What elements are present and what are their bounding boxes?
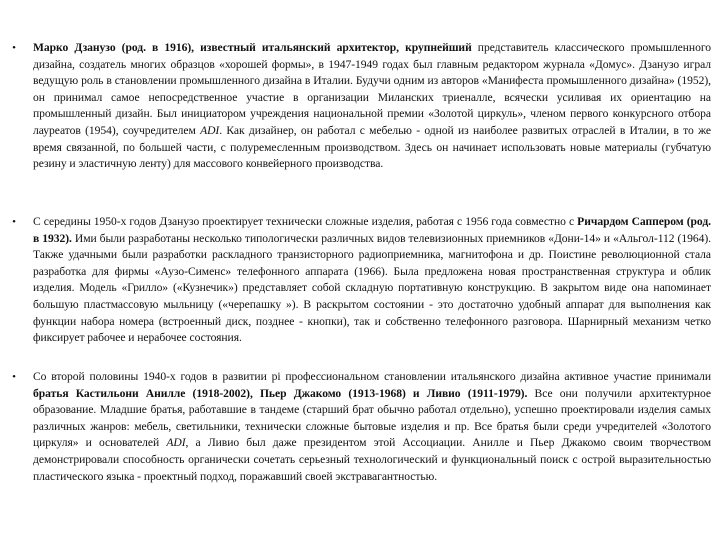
castiglioni-brothers-names: братья Кастильони Аниллe (1918-2002), Пьер Джакомо (1913-1968) и Ливио (1911-1979). [33,386,528,400]
adi-reference: ADI [200,123,220,137]
paragraph-castiglioni: Со второй половины 1940-х годов в развитии рі профессиональном становлении итальянского дизайна активное участие принимали братья Кастильони Аниллe (1918-2002), Пьер Джакомо (1913-1968) и Ливио (1911-1979). Все они получили архитектурное образование. Младшие братья, работавшие в тандеме (старший брат обычно работал отдельно), успешно проектировали изделия самых различных жанров: мебель, светильники, технически сложные бытовые изделия и пр. Все братья были среди учредителей «Золотого циркуля» и основателей ADI, а Ливио был даже президентом этой Ассоциации. Аниллe и Пьер Джакомо своим творчеством демонстрировали способность органически сочетать серьезный технологический и функциональный поиск с острой выразительностью пластического языка - проектный подход, поражавший своей экстравагантностью. [33,370,712,483]
paragraph-zanuso: Марко Дзанузо (род. в 1916), известный итальянский архитектор, крупнейший представитель классического промышленного дизайна, создатель многих образцов «хорошей формы», в 1947-1949 годах был главным редактором журнала «Домус». Дзанузо играл ведущую роль в становлении промышленного дизайна в Италии. Будучи одним из авторов «Манифеста промышленного дизайна» (1952), он принимал самое непосредственное участие в организации Миланских триеналле, всячески усиливая их ориентацию на промышленный дизайн. Был инициатором учреждения национальной премии «Золотой циркуль», членом первого конкурсного отбора лауреатов (1954), соучредителем ADI. Как дизайнер, он работал с мебелью - одной из наиболее развитых отраслей в Италии, в то же время связанной, по большей части, с полуремесленным производством. Здесь он начинает использовать новые материалы (губчатую резину и эластичную ленту) для массового конвейерного производства. [33,41,711,171]
paragraph-zanuso-bold-lead: Марко Дзанузо (род. в 1916), известный итальянский архитектор, крупнейший [33,41,472,54]
adi-reference: ADI [166,436,186,450]
paragraph-sapper: С середины 1950-х годов Дзанузо проектирует технически сложные изделия, работая с 1956 года совместно с Ричардом Саппером (род. в 1932). Ими были разработаны несколько типологически различных видов телевизионных приемников «Дони-14» и «Альгол-112 (1964). Также удачными были разработки раскладного транзисторного радиоприемника, магнитофона и др. Поистине революционной стала разработка для фирмы «Аузо-Сименс» телефонного аппарата (1966). Была предложена новая пространственная структура и облик изделия. Модель «Грилло» («Кузнечик») представляет собой складную портативную конструкцию. В закрытом виде она напоминает большую пластмассовую мыльницу («черепашку »). В раскрытом состоянии - это достаточно удобный аппарат для выполнения как функции набора номера (встроенный диск, позднее - кнопки), так и собственно телефонного разговора. Шарнирный механизм четко фиксирует рабочее и нерабочее состояния. [33,215,711,345]
sapper-name: Ричардом Саппером (род. в 1932). [33,215,711,245]
bullet-marker: • [12,371,16,383]
bullet-marker: • [12,216,16,228]
bullet-marker: • [12,42,16,54]
